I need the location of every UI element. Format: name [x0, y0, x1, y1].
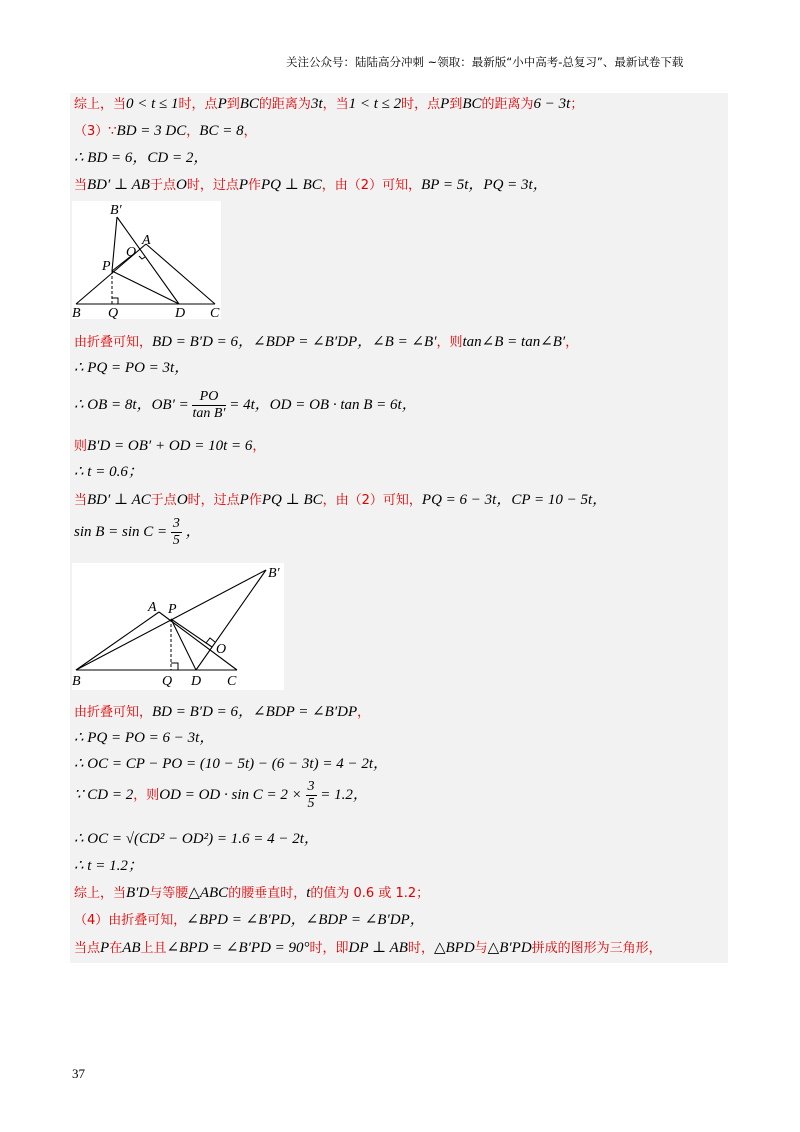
fig2-label-a: A	[148, 600, 157, 615]
line-bprime-d: 则B′D = OB′ + OD = 10t = 6，	[74, 438, 266, 454]
fig1-label-q: Q	[108, 306, 119, 319]
line-summary-2: 综上，当B′D与等腰△ABC的腰垂直时，t的值为 0.6 或 1.2；	[74, 885, 430, 901]
fraction-three-fifths-2: $\frac{3}{5}$	[307, 779, 315, 812]
fraction-po-tanb: $\frac{PO}{\text{tan B′}}$	[192, 389, 226, 422]
page-number: 37	[72, 1066, 85, 1081]
figure-case2-diagram	[72, 563, 284, 690]
figure-case1-diagram	[72, 201, 221, 319]
fraction-three-fifths: $\frac{3}{5}$	[172, 516, 180, 549]
line-sin: sin B = sin C = $\frac{3}{5}$ ，	[74, 516, 201, 549]
fig2-label-bprime: B′	[268, 566, 280, 581]
solution-content	[70, 93, 728, 963]
line-case1-condition: 当BD′ ⊥ AB于点O时，过点P作PQ ⊥ BC，由（2）可知，BP = 5t，PQ = 3t，	[74, 177, 548, 193]
fig2-label-c: C	[227, 674, 237, 689]
line-fold-case1: 由折叠可知，BD = B′D = 6，∠BDP = ∠B′DP，∠B = ∠B′，则tan∠B = tan∠B′，	[74, 334, 579, 350]
line-t-06: ∴ t = 0.6；	[74, 464, 143, 480]
line-oc-sqrt: ∴ OC = √(CD² − OD²) = 1.6 = 4 − 2t，	[74, 831, 319, 847]
line-fold-case2: 由折叠可知，BD = B′D = 6，∠BDP = ∠B′DP，	[74, 704, 371, 720]
fig2-label-d: D	[191, 674, 202, 689]
line-part3-given: （3）∵BD = 3 DC，BC = 8，	[74, 123, 257, 139]
line-t-12: ∴ t = 1.2；	[74, 858, 143, 874]
line-pq-po-case1: ∴ PQ = PO = 3t，	[74, 360, 190, 376]
fig1-label-a: A	[142, 233, 151, 248]
line-part4-fold: （4）由折叠可知，∠BPD = ∠B′PD，∠BDP = ∠B′DP，	[74, 912, 425, 928]
line-ob-case1: ∴ OB = 8t，OB′ = $\frac{PO}{\text{tan B′}}$ = 4t，OD = OB · tan B = 6t，	[74, 389, 417, 422]
line-summary-1: 综上，当0 < t ≤ 1时，点P到BC的距离为3t，当1 < t ≤ 2时，点P到BC的距离为6 − 3t；	[74, 96, 584, 112]
fig2-label-q: Q	[162, 674, 173, 689]
fig2-label-b: B	[72, 674, 81, 689]
fig1-label-p: P	[102, 259, 111, 274]
fig1-label-b: B	[72, 306, 81, 319]
fig1-label-bprime: B′	[110, 203, 122, 218]
line-od: ∵ CD = 2，则OD = OD · sin C = 2 × $\frac{3}{5}$ = 1.2，	[74, 779, 368, 812]
page-header: 关注公众号：陆陆高分冲刺 ~领取：最新版“小中高考-总复习”、最新试卷下载	[286, 55, 684, 69]
fig2-label-p: P	[168, 602, 177, 617]
line-part4-condition: 当点P在AB上且∠BPD = ∠B′PD = 90°时，即DP ⊥ AB时，△BPD与△B′PD拼成的图形为三角形，	[74, 940, 662, 956]
figure-case2	[72, 563, 284, 690]
fig2-label-o: O	[216, 642, 227, 657]
line-oc: ∴ OC = CP − PO = (10 − 5t) − (6 − 3t) = 4 − 2t，	[74, 756, 388, 772]
fig1-label-o: O	[126, 245, 137, 260]
line-pq-po-case2: ∴ PQ = PO = 6 − 3t，	[74, 730, 215, 746]
figure-case1	[72, 201, 221, 319]
line-bd-cd: ∴ BD = 6，CD = 2，	[74, 150, 209, 166]
fig1-label-c: C	[210, 306, 220, 319]
fig1-label-d: D	[175, 306, 186, 319]
line-case2-condition: 当BD′ ⊥ AC于点O时，过点P作PQ ⊥ BC，由（2）可知，PQ = 6 − 3t，CP = 10 − 5t，	[74, 492, 608, 508]
